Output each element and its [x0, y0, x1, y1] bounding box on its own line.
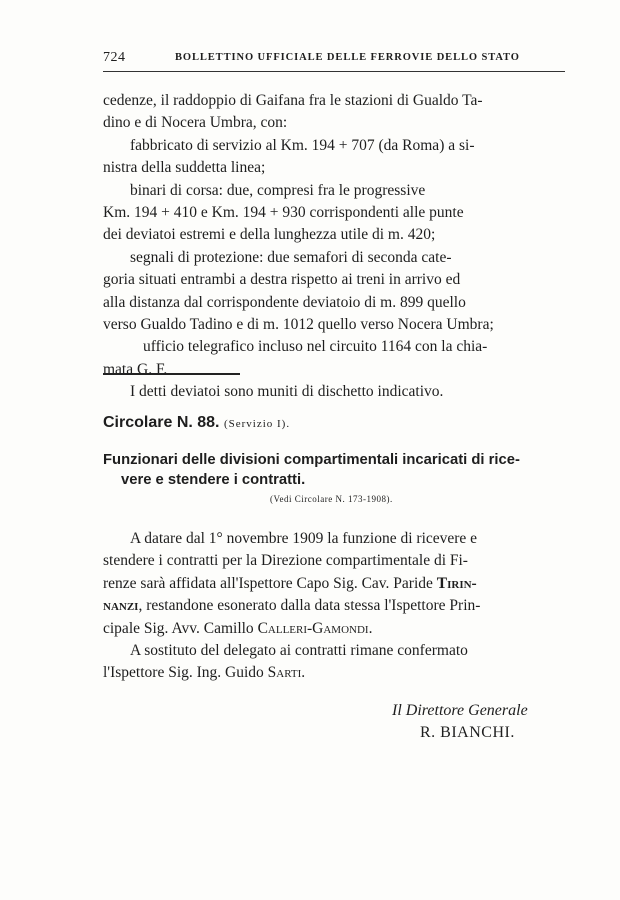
subject-line: vere e stendere i contratti.: [121, 472, 306, 488]
text-fragment: , restandone esonerato dalla data stessa l'Ispettore Prin-: [138, 597, 481, 615]
text-line: A sostituto del delegato ai contratti rimane confermato: [130, 641, 468, 659]
circular-subject: [103, 450, 565, 490]
running-title: BOLLETTINO UFFICIALE DELLE FERROVIE DELLO STATO: [175, 52, 520, 63]
text-line: cipale Sig. Avv. Camillo Calleri-Gamondi .: [103, 618, 565, 640]
text-line: mata G. F.: [103, 360, 168, 378]
person-name: Tirin-: [436, 574, 477, 592]
page-number: 724: [103, 50, 126, 65]
person-name: nanzi: [103, 597, 139, 615]
text-line: alla distanza dal corrispondente deviatoio di m. 899 quello: [103, 293, 466, 311]
circular-service: (Servizio I).: [223, 418, 291, 430]
text-line: dino e di Nocera Umbra, con:: [103, 114, 288, 132]
header-rule: [103, 71, 565, 72]
page-header: [103, 50, 565, 70]
subject-line: Funzionari delle divisioni compartimentali incaricati di rice-: [103, 452, 520, 468]
text-line: stendere i contratti per la Direzione compartimentale di Fi-: [103, 552, 468, 570]
text-line: binari di corsa: due, compresi fra le progressive: [130, 181, 426, 199]
text-line: goria situati entrambi a destra rispetto ai treni in arrivo ed: [103, 271, 461, 289]
circular-body: [103, 528, 565, 685]
text-line: [103, 573, 565, 595]
reference-note: (Vedi Circolare N. 173-1908).: [270, 494, 393, 504]
text-line: ufficio telegrafico incluso nel circuito 1164 con la chia-: [143, 338, 488, 356]
text-fragment: l'Ispettore Sig. Ing. Guido: [103, 664, 268, 682]
text-fragment: cipale Sig. Avv. Camillo: [103, 619, 258, 637]
text-line: cedenze, il raddoppio di Gaifana fra le stazioni di Gualdo Ta-: [103, 92, 483, 109]
text-line: [103, 595, 565, 617]
person-name: Sarti: [267, 664, 302, 682]
text-line: dei deviatoi estremi e della lunghezza utile di m. 420;: [103, 226, 436, 244]
text-line: fabbricato di servizio al Km. 194 + 707 (da Roma) a si-: [130, 136, 475, 154]
text-line: I detti deviatoi sono muniti di dischetto indicativo.: [130, 383, 444, 401]
text-line: l'Ispettore Sig. Ing. Guido Sarti .: [103, 662, 565, 684]
text-line: A datare dal 1° novembre 1909 la funzione di ricevere e: [130, 530, 478, 547]
continued-text: [103, 90, 565, 403]
person-name: Calleri-Gamondi: [257, 619, 369, 637]
signature-name: R. BIANCHI.: [420, 724, 515, 741]
circular-heading: [103, 414, 290, 432]
section-divider: [103, 373, 240, 375]
text-line: segnali di protezione: due semafori di seconda cate-: [130, 248, 452, 266]
signature-title: Il Direttore Generale: [392, 702, 528, 719]
text-fragment: renze sarà affidata all'Ispettore Capo Sig. Cav. Paride: [103, 574, 437, 592]
circular-label: Circolare N. 88.: [103, 414, 220, 431]
text-line: verso Gualdo Tadino e di m. 1012 quello verso Nocera Umbra;: [103, 315, 494, 333]
text-line: nistra della suddetta linea;: [103, 159, 266, 177]
text-line: Km. 194 + 410 e Km. 194 + 930 corrispondenti alle punte: [103, 203, 464, 221]
